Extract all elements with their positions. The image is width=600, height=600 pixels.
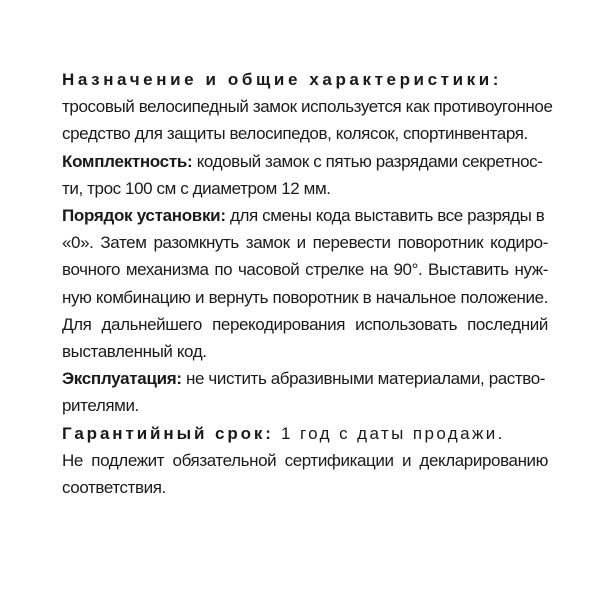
body-text: для смены кода выставить все разряды в [225, 206, 545, 226]
section-contents [62, 148, 548, 202]
section-warranty [62, 420, 548, 502]
body-line: вочного механизма по часовой стрелке на 90°. Выставить нуж- [62, 260, 548, 280]
section-heading: Назначение и общие характеристики: [62, 70, 503, 89]
body-line: рителями. [62, 396, 139, 416]
document-body [62, 66, 553, 501]
section-installation [62, 202, 548, 365]
body-line: соответствия. [62, 478, 166, 498]
section-heading: Гарантийный срок: [62, 423, 274, 443]
section-first-line [62, 420, 548, 447]
body-text: не чистить абразивными материалами, раство- [181, 369, 546, 389]
body-line: средство для защиты велосипедов, колясок, спортинвентаря. [62, 124, 528, 144]
body-text: 1 год с даты продажи. [273, 423, 505, 443]
body-line: выставленный код. [62, 342, 207, 362]
body-line: ную комбинацию и вернуть поворотник в начальное положение. [62, 287, 548, 307]
body-line: ти, трос 100 см с диаметром 12 мм. [62, 178, 331, 198]
section-heading: Эксплуатация: [62, 369, 182, 389]
section-purpose [62, 66, 553, 148]
section-first-line [62, 148, 548, 175]
section-first-line [62, 365, 548, 392]
body-text: кодовый замок с пятью разрядами секретнос- [192, 151, 543, 171]
body-line: тросовый велосипедный замок используется как противоугонное [62, 97, 553, 117]
section-heading: Комплектность: [62, 151, 193, 171]
body-line: Не подлежит обязательной сертификации и декларированию [62, 450, 548, 470]
section-heading: Порядок установки: [62, 206, 226, 226]
section-first-line [62, 202, 548, 229]
body-line: Для дальнейшего перекодирования использовать последний [62, 314, 548, 334]
body-line: «0». Затем разомкнуть замок и перевести поворотник кодиро- [62, 233, 548, 253]
section-usage [62, 365, 548, 419]
